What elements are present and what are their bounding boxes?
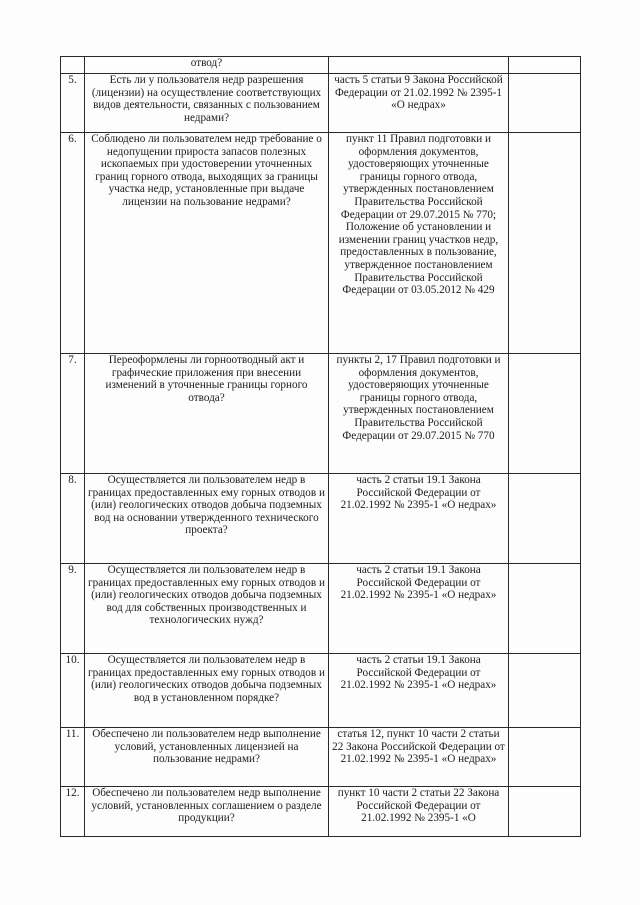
empty-cell xyxy=(509,74,581,133)
empty-cell xyxy=(509,728,581,787)
reference-cell: пункты 2, 17 Правил подготовки и оформления документов, удостоверяющих уточненные границы горного отвода, утвержденных постановлением Правительства Российской Федерации от 29.07.2015 № 770 xyxy=(329,354,509,474)
question-cell: Осуществляется ли пользователем недр в границах предоставленных ему горных отводов и (или) геологических отводов добыча подземных вод в установленном порядке? xyxy=(85,654,329,728)
row-number: 12. xyxy=(61,787,85,837)
row-number: 8. xyxy=(61,474,85,564)
table-row xyxy=(61,74,581,133)
empty-cell xyxy=(509,133,581,354)
row-number: 11. xyxy=(61,728,85,787)
reference-cell: часть 2 статьи 19.1 Закона Российской Федерации от 21.02.1992 № 2395-1 «О недрах» xyxy=(329,654,509,728)
table-row xyxy=(61,57,581,74)
empty-cell xyxy=(509,787,581,837)
reference-cell xyxy=(329,57,509,74)
reference-cell: пункт 11 Правил подготовки и оформления документов, удостоверяющих уточненные границы горного отвода, утвержденных постановлением Правительства Российской Федерации от 29.07.2015 № 770; Положение об установлении и изменении границ участков недр, предоставленных в пользование, утвержденное постановлением Правительства Российской Федерации от 03.05.2012 № 429 xyxy=(329,133,509,354)
table-row xyxy=(61,133,581,354)
question-cell: Переоформлены ли горноотводный акт и графические приложения при внесении изменений в уточненные границы горного отвода? xyxy=(85,354,329,474)
table-row xyxy=(61,564,581,654)
table-row xyxy=(61,728,581,787)
empty-cell xyxy=(509,354,581,474)
empty-cell xyxy=(509,654,581,728)
question-cell: отвод? xyxy=(85,57,329,74)
empty-cell xyxy=(509,564,581,654)
empty-cell xyxy=(509,57,581,74)
reference-cell: статья 12, пункт 10 части 2 статьи 22 Закона Российской Федерации от 21.02.1992 № 2395-1 «О недрах» xyxy=(329,728,509,787)
table-row xyxy=(61,787,581,837)
reference-cell: часть 2 статьи 19.1 Закона Российской Федерации от 21.02.1992 № 2395-1 «О недрах» xyxy=(329,564,509,654)
table-row xyxy=(61,474,581,564)
row-number: 7. xyxy=(61,354,85,474)
question-cell: Обеспечено ли пользователем недр выполнение условий, установленных лицензией на пользование недрами? xyxy=(85,728,329,787)
row-number xyxy=(61,57,85,74)
question-cell: Есть ли у пользователя недр разрешения (лицензии) на осуществление соответствующих видов деятельности, связанных с пользованием недрами? xyxy=(85,74,329,133)
reference-cell: пункт 10 части 2 статьи 22 Закона Российской Федерации от 21.02.1992 № 2395-1 «О xyxy=(329,787,509,837)
question-cell: Осуществляется ли пользователем недр в границах предоставленных ему горных отводов и (или) геологических отводов добыча подземных вод на основании утвержденного технического проекта? xyxy=(85,474,329,564)
table-row xyxy=(61,654,581,728)
checklist-table xyxy=(60,56,581,837)
empty-cell xyxy=(509,474,581,564)
row-number: 10. xyxy=(61,654,85,728)
row-number: 5. xyxy=(61,74,85,133)
question-cell: Осуществляется ли пользователем недр в границах предоставленных ему горных отводов и (или) геологических отводов добыча подземных вод для собственных производственных и технологических нужд? xyxy=(85,564,329,654)
reference-cell: часть 5 статьи 9 Закона Российской Федерации от 21.02.1992 № 2395-1 «О недрах» xyxy=(329,74,509,133)
reference-cell: часть 2 статьи 19.1 Закона Российской Федерации от 21.02.1992 № 2395-1 «О недрах» xyxy=(329,474,509,564)
question-cell: Соблюдено ли пользователем недр требование о недопущении прироста запасов полезных ископаемых при удостоверении уточненных границ горного отвода, выходящих за границы участка недр, установленные при выдаче лицензии на пользование недрами? xyxy=(85,133,329,354)
row-number: 6. xyxy=(61,133,85,354)
table-row xyxy=(61,354,581,474)
row-number: 9. xyxy=(61,564,85,654)
question-cell: Обеспечено ли пользователем недр выполнение условий, установленных соглашением о разделе продукции? xyxy=(85,787,329,837)
